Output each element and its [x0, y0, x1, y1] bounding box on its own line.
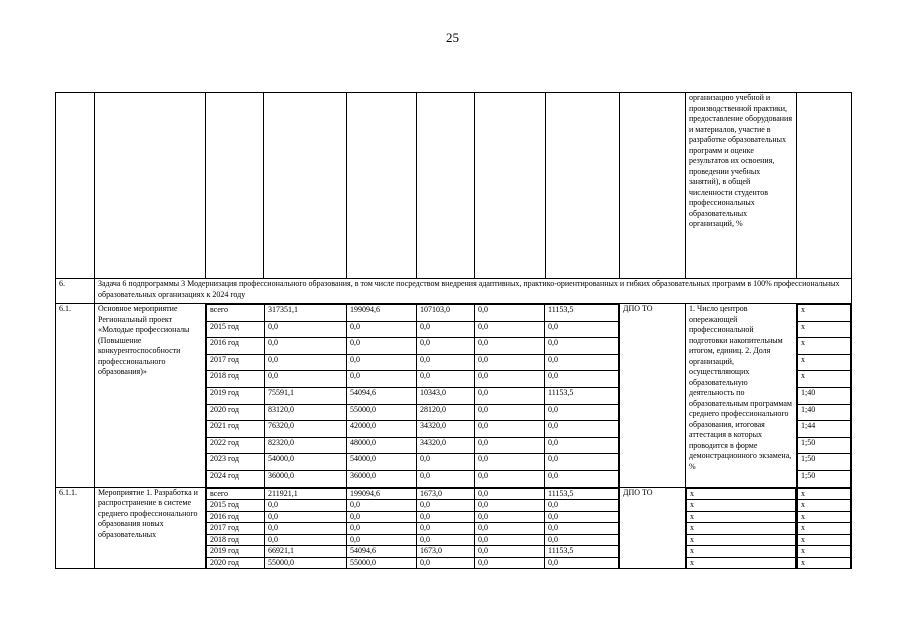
- year-cell: 2020 год: [207, 404, 265, 421]
- indicator-cell: организацию учебной и производственной практики, предоставление оборудования и материалов, участие в разработке образовательных программ и оценке результатов их освоения, проведении учебных занятий), в общей численности студентов профессиональных образовательных организаций, %: [686, 93, 797, 279]
- funding-cell-4: 0,0: [545, 338, 619, 355]
- funding-cell-2: 0,0: [417, 470, 475, 486]
- indicator-cell-row: [687, 546, 796, 558]
- total-cell: 317351,1: [265, 305, 347, 322]
- funding-cell-2: 1673,0: [417, 488, 475, 500]
- indicator-cell-row: [687, 523, 796, 535]
- value-cell: 1;40: [798, 404, 851, 421]
- year-cell: всего: [207, 488, 265, 500]
- funding-cell-1: 42000,0: [347, 421, 417, 438]
- funding-cell-1: 54094,6: [347, 546, 417, 558]
- funding-cell-4: 11153,5: [545, 305, 619, 322]
- funding-cell-2: 0,0: [417, 557, 475, 568]
- finance-row: [207, 387, 619, 404]
- funding-cell-3: 0,0: [475, 387, 545, 404]
- funding-cell-1: 0,0: [347, 354, 417, 371]
- value-column: [797, 304, 851, 487]
- value-cell-row: [798, 387, 851, 404]
- finance-grid: [206, 304, 619, 487]
- funding-cell-4: 11153,5: [545, 546, 619, 558]
- total-cell: 82320,0: [265, 437, 347, 454]
- task-number: 6.: [56, 279, 95, 304]
- indicator-cell: х: [687, 500, 796, 512]
- year-cell: 2017 год: [207, 523, 265, 535]
- value-cell-row: [798, 305, 851, 322]
- funding-cell-2: 34320,0: [417, 437, 475, 454]
- indicator-cell: х: [687, 546, 796, 558]
- total-cell: 0,0: [265, 371, 347, 388]
- value-cell: 1;44: [798, 421, 851, 438]
- block-name: Основное мероприятие Региональный проект «Молодые профессионалы (Повышение конкурентоспособности профессионального образования)»: [95, 304, 206, 488]
- year-cell: 2022 год: [207, 437, 265, 454]
- year-cell: 2017 год: [207, 354, 265, 371]
- finance-row: [207, 454, 619, 471]
- funding-cell-3: 0,0: [475, 557, 545, 568]
- funding-cell-4: 0,0: [545, 421, 619, 438]
- block-6-1: [56, 304, 852, 488]
- value-cell-row: [798, 557, 851, 568]
- value-column: [797, 488, 851, 569]
- value-cell: 1;50: [798, 470, 851, 486]
- funding-cell-4: 0,0: [545, 454, 619, 471]
- funding-cell-4: 0,0: [545, 371, 619, 388]
- funding-cell-3: 0,0: [475, 470, 545, 486]
- value-cell: х: [798, 557, 851, 568]
- year-cell: 2019 год: [207, 546, 265, 558]
- total-cell: 83120,0: [265, 404, 347, 421]
- finance-grid: [206, 488, 619, 569]
- funding-cell-2: 107103,0: [417, 305, 475, 322]
- funding-cell-1: 0,0: [347, 338, 417, 355]
- total-cell: 211921,1: [265, 488, 347, 500]
- total-cell: 0,0: [265, 511, 347, 523]
- indicator-cell: х: [687, 534, 796, 546]
- funding-cell-4: 0,0: [545, 511, 619, 523]
- value-cell-row: [798, 523, 851, 535]
- finance-row: [207, 534, 619, 546]
- value-cell-row: [798, 511, 851, 523]
- finance-row: [207, 470, 619, 486]
- value-cell: х: [798, 546, 851, 558]
- year-cell: 2018 год: [207, 371, 265, 388]
- indicator-cell: х: [687, 557, 796, 568]
- value-cell: х: [798, 338, 851, 355]
- funding-cell-2: 0,0: [417, 454, 475, 471]
- block-name: Мероприятие 1. Разработка и распространение в системе среднего профессионального образования новых образовательных: [95, 487, 206, 569]
- value-cell-row: [798, 338, 851, 355]
- funding-cell-3: 0,0: [475, 500, 545, 512]
- value-cell-row: [798, 421, 851, 438]
- funding-cell-3: 0,0: [475, 523, 545, 535]
- funding-cell-1: 199094,6: [347, 488, 417, 500]
- funding-cell-2: 28120,0: [417, 404, 475, 421]
- funding-cell-4: 11153,5: [545, 488, 619, 500]
- funding-cell-2: 0,0: [417, 371, 475, 388]
- funding-cell-3: 0,0: [475, 338, 545, 355]
- funding-cell-3: 0,0: [475, 404, 545, 421]
- funding-cell-4: 0,0: [545, 404, 619, 421]
- funding-cell-2: 0,0: [417, 338, 475, 355]
- finance-row: [207, 437, 619, 454]
- funding-cell-2: 0,0: [417, 354, 475, 371]
- total-cell: 36000,0: [265, 470, 347, 486]
- value-cell-row: [798, 404, 851, 421]
- value-cell: х: [798, 534, 851, 546]
- total-cell: 66921,1: [265, 546, 347, 558]
- value-cell-row: [798, 470, 851, 486]
- value-cell: х: [798, 488, 851, 500]
- task-row: [56, 279, 852, 304]
- funding-cell-4: 0,0: [545, 557, 619, 568]
- indicator-cell: х: [687, 511, 796, 523]
- funding-cell-4: 0,0: [545, 470, 619, 486]
- funding-cell-3: 0,0: [475, 546, 545, 558]
- task-text: Задача 6 подпрограммы 3 Модернизация профессионального образования, в том числе посредством внедрения адаптивных, практико-ориентированных и гибких образовательных программ в 100% профессиональных образовательных организациях к 2024 году: [95, 279, 852, 304]
- block-number: 6.1.: [56, 304, 95, 488]
- total-cell: 54000,0: [265, 454, 347, 471]
- indicator-cell-row: [687, 488, 796, 500]
- value-cell-row: [798, 454, 851, 471]
- funding-cell-4: 0,0: [545, 500, 619, 512]
- indicator-text: 1. Число центров опережающей профессиональной подготовки накопительным итогом, единиц. 2. Доля организаций, осуществляющих образовательную деятельность по образовательным программам среднего профессионального образования, итоговая аттестация в которых проводится в форме демонстрационного экзамена, %: [686, 304, 797, 488]
- funding-cell-1: 48000,0: [347, 437, 417, 454]
- funding-cell-2: 0,0: [417, 523, 475, 535]
- page-number: 25: [446, 30, 459, 45]
- funding-cell-1: 0,0: [347, 511, 417, 523]
- block-number: 6.1.1.: [56, 487, 95, 569]
- finance-row: [207, 500, 619, 512]
- funding-cell-1: 54000,0: [347, 454, 417, 471]
- funding-cell-1: 36000,0: [347, 470, 417, 486]
- year-cell: всего: [207, 305, 265, 322]
- funding-cell-1: 0,0: [347, 500, 417, 512]
- total-cell: 0,0: [265, 321, 347, 338]
- year-cell: 2021 год: [207, 421, 265, 438]
- finance-row: [207, 305, 619, 322]
- value-cell: 1;50: [798, 454, 851, 471]
- funding-cell-3: 0,0: [475, 421, 545, 438]
- funding-cell-2: 34320,0: [417, 421, 475, 438]
- funding-cell-2: 0,0: [417, 500, 475, 512]
- value-cell-row: [798, 488, 851, 500]
- total-cell: 0,0: [265, 523, 347, 535]
- value-cell: х: [798, 371, 851, 388]
- funding-cell-3: 0,0: [475, 534, 545, 546]
- block-6-1-1: [56, 487, 852, 569]
- value-cell-row: [798, 321, 851, 338]
- year-cell: 2016 год: [207, 511, 265, 523]
- funding-cell-1: 55000,0: [347, 404, 417, 421]
- indicator-cell-row: [687, 500, 796, 512]
- year-cell: 2016 год: [207, 338, 265, 355]
- funding-cell-3: 0,0: [475, 305, 545, 322]
- funding-cell-1: 0,0: [347, 523, 417, 535]
- total-cell: 0,0: [265, 534, 347, 546]
- finance-row: [207, 488, 619, 500]
- funding-cell-4: 0,0: [545, 354, 619, 371]
- funding-cell-2: 0,0: [417, 321, 475, 338]
- total-cell: 76320,0: [265, 421, 347, 438]
- program-table: [55, 92, 852, 569]
- value-cell-row: [798, 437, 851, 454]
- indicator-cell-row: [687, 557, 796, 568]
- executor: ДПО ТО: [620, 487, 686, 569]
- indicator-cell-row: [687, 534, 796, 546]
- indicator-column: [686, 488, 796, 569]
- year-cell: 2018 год: [207, 534, 265, 546]
- total-cell: 55000,0: [265, 557, 347, 568]
- finance-row: [207, 371, 619, 388]
- year-cell: 2019 год: [207, 387, 265, 404]
- value-cell: х: [798, 523, 851, 535]
- total-cell: 0,0: [265, 354, 347, 371]
- funding-cell-1: 0,0: [347, 534, 417, 546]
- value-cell: 1;50: [798, 437, 851, 454]
- year-cell: 2023 год: [207, 454, 265, 471]
- finance-row: [207, 404, 619, 421]
- funding-cell-4: 0,0: [545, 321, 619, 338]
- value-cell: 1;40: [798, 387, 851, 404]
- continuation-row: [56, 93, 852, 279]
- finance-row: [207, 321, 619, 338]
- funding-cell-1: 0,0: [347, 321, 417, 338]
- year-cell: 2024 год: [207, 470, 265, 486]
- funding-cell-4: 0,0: [545, 534, 619, 546]
- funding-cell-4: 0,0: [545, 437, 619, 454]
- indicator-cell-row: [687, 511, 796, 523]
- value-cell: х: [798, 305, 851, 322]
- funding-cell-3: 0,0: [475, 454, 545, 471]
- year-cell: 2015 год: [207, 500, 265, 512]
- funding-cell-2: 10343,0: [417, 387, 475, 404]
- funding-cell-3: 0,0: [475, 354, 545, 371]
- value-cell-row: [798, 371, 851, 388]
- funding-cell-2: 1673,0: [417, 546, 475, 558]
- year-cell: 2020 год: [207, 557, 265, 568]
- executor: ДПО ТО: [620, 304, 686, 488]
- value-cell-row: [798, 354, 851, 371]
- total-cell: 75591,1: [265, 387, 347, 404]
- finance-row: [207, 338, 619, 355]
- finance-row: [207, 546, 619, 558]
- value-cell-row: [798, 534, 851, 546]
- total-cell: 0,0: [265, 338, 347, 355]
- finance-row: [207, 523, 619, 535]
- finance-row: [207, 511, 619, 523]
- value-cell: х: [798, 500, 851, 512]
- finance-row: [207, 354, 619, 371]
- finance-row: [207, 557, 619, 568]
- indicator-cell: х: [687, 523, 796, 535]
- value-cell-row: [798, 546, 851, 558]
- indicator-cell: х: [687, 488, 796, 500]
- funding-cell-1: 199094,6: [347, 305, 417, 322]
- funding-cell-4: 0,0: [545, 523, 619, 535]
- funding-cell-2: 0,0: [417, 534, 475, 546]
- finance-row: [207, 421, 619, 438]
- funding-cell-3: 0,0: [475, 321, 545, 338]
- value-cell: х: [798, 511, 851, 523]
- total-cell: 0,0: [265, 500, 347, 512]
- funding-cell-3: 0,0: [475, 371, 545, 388]
- funding-cell-1: 54094,6: [347, 387, 417, 404]
- value-cell-row: [798, 500, 851, 512]
- value-cell: х: [798, 321, 851, 338]
- funding-cell-3: 0,0: [475, 437, 545, 454]
- funding-cell-4: 11153,5: [545, 387, 619, 404]
- funding-cell-3: 0,0: [475, 511, 545, 523]
- value-cell: х: [798, 354, 851, 371]
- funding-cell-3: 0,0: [475, 488, 545, 500]
- year-cell: 2015 год: [207, 321, 265, 338]
- funding-cell-1: 55000,0: [347, 557, 417, 568]
- funding-cell-2: 0,0: [417, 511, 475, 523]
- funding-cell-1: 0,0: [347, 371, 417, 388]
